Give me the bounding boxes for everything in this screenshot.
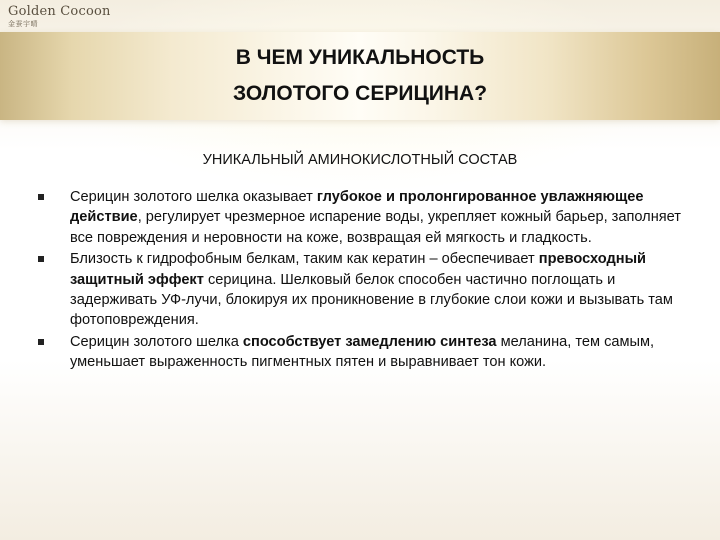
bullet-bold-text: превосходный защитный эффект (70, 251, 647, 288)
square-bullet-icon (38, 194, 44, 200)
section-subtitle: УНИКАЛЬНЫЙ АМИНОКИСЛОТНЫЙ СОСТАВ (202, 152, 518, 168)
bullet-item (38, 249, 688, 331)
brand-logo (8, 4, 111, 29)
bullet-item (38, 187, 688, 248)
slide-title (150, 40, 570, 112)
bullet-text: Близость к гидрофобным белкам, таким как кератин – обеспечивает (70, 251, 539, 268)
square-bullet-icon (38, 256, 44, 262)
slide-title-line-2: ЗОЛОТОГО СЕРИЦИНА? (232, 82, 488, 105)
square-bullet-icon (38, 339, 44, 345)
bullet-text: Серицин золотого шелка оказывает (70, 189, 317, 205)
bullet-text: меланина, тем самым, уменьшает выраженность пигментных пятен и выравнивает тон кожи. (70, 333, 655, 371)
brand-logo-subtitle: 金蚕宇晴 (8, 20, 38, 28)
bullet-text: серицина. Шелковый белок способен частично поглощать и задерживать УФ-лучи, блокируя их проникновение в глубокие слои кожи и вызывать там фотоповреждения. (70, 271, 673, 329)
bullet-list (38, 187, 688, 374)
bullet-item (38, 332, 688, 373)
bullet-text: Серицин золотого шелка (70, 333, 243, 350)
bullet-text: , регулирует чрезмерное испарение воды, укрепляет кожный барьер, заполняет все повреждения и неровности на коже, возвращая ей мягкость и гладкость. (70, 209, 681, 246)
slide-title-line-1: В ЧЕМ УНИКАЛЬНОСТЬ (235, 46, 485, 69)
brand-logo-name: Golden Cocoon (8, 4, 111, 19)
bullet-bold-text: глубокое и пролонгированное увлажняющее действие (70, 189, 644, 226)
bullet-bold-text: способствует замедлению синтеза (242, 333, 497, 350)
